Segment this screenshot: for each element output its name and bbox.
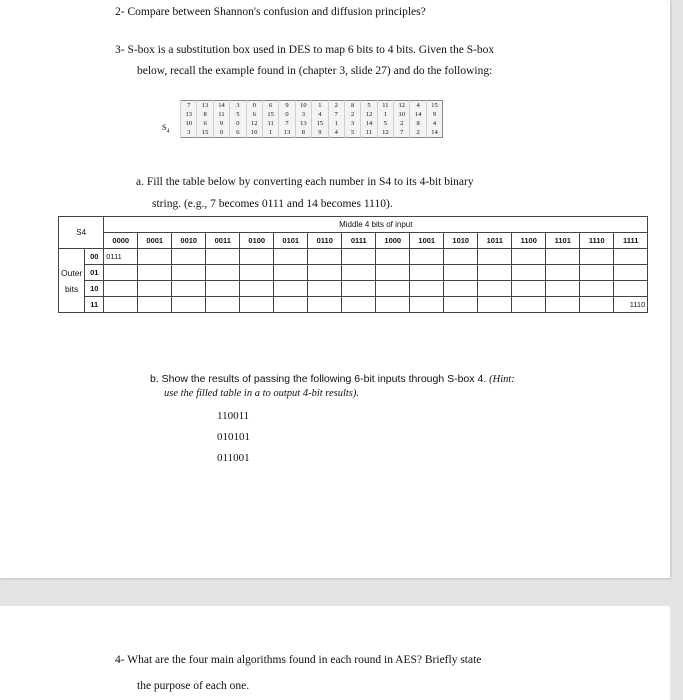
sbox-cell: 14 (361, 119, 377, 128)
grid-column-header: 0100 (240, 233, 274, 249)
sbox-table (180, 100, 443, 138)
sbox-cell: 1 (377, 110, 393, 119)
sbox-cell: 4 (410, 101, 426, 111)
sbox-cell: 2 (328, 101, 344, 111)
question-4-line-1: 4- What are the four main algorithms found in each round in AES? Briefly state (115, 654, 482, 666)
sbox-cell: 14 (426, 128, 442, 138)
grid-column-header: 1111 (614, 233, 648, 249)
sbox-cell: 13 (279, 128, 295, 138)
sbox-row (181, 119, 443, 128)
part-a (136, 174, 586, 212)
grid-column-header: 1110 (580, 233, 614, 249)
sbox-cell: 6 (262, 101, 278, 111)
grid-cell (342, 281, 376, 297)
grid-cell (444, 249, 478, 265)
grid-column-header: 1101 (546, 233, 580, 249)
sbox-cell: 1 (262, 128, 278, 138)
sbox-cell: 3 (181, 128, 197, 138)
grid-middle-label: Middle 4 bits of input (104, 217, 648, 233)
grid-cell (478, 297, 512, 313)
grid-cell (546, 265, 580, 281)
grid-cell (342, 249, 376, 265)
grid-cell (104, 297, 138, 313)
grid-cell (478, 265, 512, 281)
sbox-cell: 8 (410, 119, 426, 128)
grid-cell (172, 265, 206, 281)
sbox-cell: 2 (394, 119, 410, 128)
grid-column-header: 1000 (376, 233, 410, 249)
grid-row-label: 00 (85, 249, 104, 265)
question-3 (115, 42, 595, 79)
input-item: 011001 (217, 452, 250, 464)
grid-cell (342, 265, 376, 281)
sbox-cell: 6 (230, 128, 246, 138)
grid-row (59, 265, 648, 281)
sbox-cell: 11 (377, 101, 393, 111)
sbox-cell: 9 (213, 119, 229, 128)
sbox-cell: 0 (279, 110, 295, 119)
grid-cell (410, 281, 444, 297)
grid-cell (410, 297, 444, 313)
grid-cell (546, 249, 580, 265)
sbox-cell: 5 (344, 128, 360, 138)
sbox-cell: 4 (426, 119, 442, 128)
grid-column-header: 1011 (478, 233, 512, 249)
sbox-cell: 0 (246, 101, 262, 111)
sbox-row (181, 110, 443, 119)
sbox-cell: 2 (344, 110, 360, 119)
sbox-row (181, 101, 443, 111)
sbox-cell: 7 (394, 128, 410, 138)
part-a-line-2: string. (e.g., 7 becomes 0111 and 14 becomes 1110). (152, 198, 393, 210)
grid-cell (614, 249, 648, 265)
sbox-cell: 0 (230, 119, 246, 128)
part-b-prefix: b. Show the results of passing the following 6-bit inputs through S-box 4. (150, 373, 490, 385)
sbox-cell: 12 (246, 119, 262, 128)
sbox-cell: 12 (377, 128, 393, 138)
grid-cell (410, 265, 444, 281)
grid-column-header: 1010 (444, 233, 478, 249)
sbox-cell: 10 (181, 119, 197, 128)
sbox-cell: 2 (410, 128, 426, 138)
grid-cell (274, 265, 308, 281)
sbox-cell: 5 (230, 110, 246, 119)
part-b-line-2: use the filled table in a to output 4-bit results). (164, 388, 360, 399)
sbox-cell: 8 (344, 101, 360, 111)
sbox-cell: 10 (295, 101, 311, 111)
binary-grid-table (58, 216, 648, 313)
question-4-line-2: the purpose of each one. (137, 680, 250, 692)
question-3-line-2: below, recall the example found in (chapter 3, slide 27) and do the following: (137, 65, 493, 77)
grid-cell (308, 249, 342, 265)
grid-cell (580, 281, 614, 297)
grid-corner-label: S4 (59, 217, 104, 249)
sbox-cell: 8 (197, 110, 213, 119)
grid-cell (478, 249, 512, 265)
sbox-cell: 1 (328, 119, 344, 128)
grid-column-header: 0111 (342, 233, 376, 249)
grid-cell (580, 249, 614, 265)
grid-cell (342, 297, 376, 313)
sbox-cell: 10 (394, 110, 410, 119)
sbox-cell: 9 (426, 110, 442, 119)
grid-cell (376, 297, 410, 313)
grid-cell (614, 265, 648, 281)
grid-row (59, 249, 648, 265)
grid-outer-label: bits (59, 281, 85, 297)
grid-column-header: 0000 (104, 233, 138, 249)
grid-cell (240, 265, 274, 281)
grid-cell (614, 281, 648, 297)
grid-cell (104, 265, 138, 281)
sbox-cell: 12 (361, 110, 377, 119)
grid-cell (512, 297, 546, 313)
sbox-cell: 7 (328, 110, 344, 119)
grid-cell (172, 249, 206, 265)
grid-row-label: 01 (85, 265, 104, 281)
grid-cell (308, 297, 342, 313)
grid-column-header: 1100 (512, 233, 546, 249)
grid-cell (478, 281, 512, 297)
sbox-cell: 3 (344, 119, 360, 128)
grid-cell (580, 265, 614, 281)
grid-cell (512, 265, 546, 281)
grid-cell (206, 297, 240, 313)
sbox-cell: 3 (295, 110, 311, 119)
grid-cell (444, 265, 478, 281)
grid-outer-label: Outer (59, 265, 85, 281)
grid-cell (240, 281, 274, 297)
grid-cell: 0111 (104, 249, 138, 265)
grid-row (59, 297, 648, 313)
grid-column-header: 0001 (138, 233, 172, 249)
sbox-cell: 6 (197, 119, 213, 128)
sbox-cell: 13 (181, 110, 197, 119)
sbox-cell: 5 (377, 119, 393, 128)
grid-cell (376, 281, 410, 297)
grid-cell (580, 297, 614, 313)
grid-cell (240, 249, 274, 265)
grid-cell (274, 297, 308, 313)
input-list (217, 406, 250, 469)
input-item: 110011 (217, 410, 250, 422)
sbox-cell: 15 (262, 110, 278, 119)
grid-cell (138, 265, 172, 281)
sbox-cell: 9 (279, 101, 295, 111)
question-4 (115, 652, 595, 694)
sbox-cell: 14 (410, 110, 426, 119)
sbox-cell: 7 (279, 119, 295, 128)
grid-cell (512, 281, 546, 297)
sbox-cell: 7 (181, 101, 197, 111)
grid-cell (104, 281, 138, 297)
sbox-cell: 5 (361, 101, 377, 111)
grid-column-header: 1001 (410, 233, 444, 249)
sbox-cell: 0 (213, 128, 229, 138)
input-item: 010101 (217, 431, 250, 443)
grid-cell (376, 265, 410, 281)
sbox-cell: 15 (312, 119, 328, 128)
grid-cell (206, 281, 240, 297)
part-b-hint: (Hint: (489, 374, 515, 385)
grid-column-header: 0101 (274, 233, 308, 249)
sbox-cell: 11 (213, 110, 229, 119)
question-2: 2- Compare between Shannon's confusion and diffusion principles? (115, 6, 426, 18)
sbox-cell: 11 (262, 119, 278, 128)
grid-cell (138, 249, 172, 265)
grid-cell: 1110 (614, 297, 648, 313)
grid-cell (240, 297, 274, 313)
sbox-label: $S_4$ (162, 123, 170, 135)
sbox-cell: 6 (246, 110, 262, 119)
grid-cell (172, 281, 206, 297)
grid-outer-blank (59, 249, 85, 265)
sbox-cell: 13 (295, 119, 311, 128)
sbox-cell: 4 (328, 128, 344, 138)
grid-cell (206, 249, 240, 265)
part-a-line-1: a. Fill the table below by converting each number in S4 to its 4-bit binary (136, 176, 474, 188)
sbox-cell: 15 (197, 128, 213, 138)
grid-cell (376, 249, 410, 265)
grid-column-header: 0110 (308, 233, 342, 249)
sbox-cell: 1 (312, 101, 328, 111)
grid-row-label: 10 (85, 281, 104, 297)
sbox-cell: 13 (197, 101, 213, 111)
part-b (150, 372, 610, 401)
grid-cell (512, 249, 546, 265)
sbox-cell: 11 (361, 128, 377, 138)
grid-cell (308, 265, 342, 281)
grid-column-header: 0010 (172, 233, 206, 249)
grid-cell (274, 249, 308, 265)
question-3-line-1: 3- S-box is a substitution box used in DES to map 6 bits to 4 bits. Given the S-box (115, 44, 495, 56)
sbox-cell: 8 (295, 128, 311, 138)
sbox-row (181, 128, 443, 138)
grid-cell (444, 281, 478, 297)
sbox-cell: 14 (213, 101, 229, 111)
grid-cell (410, 249, 444, 265)
sbox-cell: 9 (312, 128, 328, 138)
grid-cell (206, 265, 240, 281)
grid-cell (444, 297, 478, 313)
grid-cell (138, 281, 172, 297)
grid-cell (172, 297, 206, 313)
sbox-cell: 3 (230, 101, 246, 111)
grid-row (59, 281, 648, 297)
grid-cell (546, 297, 580, 313)
sbox-cell: 12 (394, 101, 410, 111)
grid-cell (138, 297, 172, 313)
sbox-cell: 4 (312, 110, 328, 119)
grid-column-header: 0011 (206, 233, 240, 249)
sbox-cell: 15 (426, 101, 442, 111)
grid-cell (274, 281, 308, 297)
grid-cell (546, 281, 580, 297)
grid-row-label: 11 (85, 297, 104, 313)
grid-outer-blank (59, 297, 85, 313)
sbox-cell: 10 (246, 128, 262, 138)
grid-cell (308, 281, 342, 297)
